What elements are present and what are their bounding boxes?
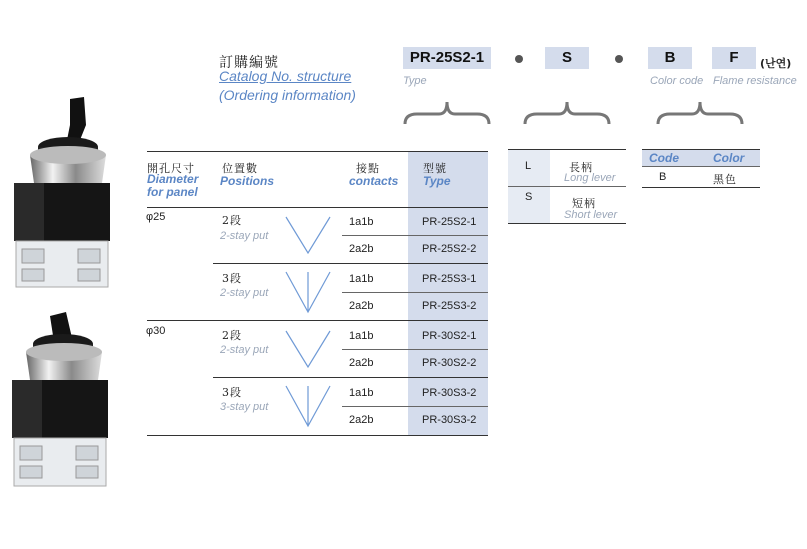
position-zh: 2段 (222, 214, 242, 227)
type-cell: PR-30S2-2 (422, 357, 477, 369)
code-type: PR-25S2-1 (403, 47, 491, 69)
type-cell: PR-25S3-1 (422, 273, 477, 285)
header-contacts-en: contacts (349, 174, 399, 188)
header-positions-en: Positions (220, 174, 275, 188)
lever-zh: 長柄 (569, 161, 593, 174)
contacts-cell: 1a1b (349, 330, 374, 342)
position-zh: 3段 (222, 272, 242, 285)
separator-dot (615, 55, 623, 63)
v-arrow-icon (284, 329, 332, 371)
header-positions-zh: 位置數 (222, 162, 258, 175)
diameter-cell: φ25 (146, 211, 166, 223)
contacts-cell: 2a2b (349, 243, 374, 255)
lever-zh: 短柄 (572, 197, 596, 210)
position-en: 2-stay put (220, 344, 269, 356)
contacts-cell: 1a1b (349, 387, 374, 399)
contacts-cell: 2a2b (349, 357, 374, 369)
diameter-cell: φ30 (146, 325, 166, 337)
contacts-cell: 1a1b (349, 273, 374, 285)
flame-label: Flame resistance (713, 75, 797, 87)
header-diameter-en-1: Diameter (147, 172, 199, 186)
lever-en: Short lever (564, 209, 618, 221)
lever-en: Long lever (564, 172, 616, 184)
color-header-code: Code (649, 151, 679, 165)
header-type-en: Type (423, 174, 451, 188)
product-photo-long-lever (8, 95, 116, 290)
group-rule (147, 320, 488, 321)
color-header-color: Color (713, 151, 745, 165)
title-en-1: Catalog No. structure (219, 68, 352, 84)
row-rule (342, 292, 488, 293)
title-en-2: (Ordering information) (219, 87, 356, 103)
table-header-rule (147, 207, 488, 208)
color-code-cell: B (659, 171, 667, 183)
table-bottom-rule (147, 435, 488, 436)
type-cell: PR-25S2-2 (422, 243, 477, 255)
color-name-cell: 黑色 (713, 173, 737, 186)
header-contacts-zh: 接點 (356, 162, 380, 175)
header-type-zh: 型號 (423, 162, 447, 175)
header-diameter-en-2: for panel (147, 185, 198, 199)
position-en: 2-stay put (220, 287, 269, 299)
type-cell: PR-30S2-1 (422, 330, 477, 342)
lever-row-rule (508, 186, 626, 187)
code-flame: F (712, 47, 756, 69)
group-rule (213, 263, 488, 264)
flame-note: (난연) (760, 57, 792, 70)
brace-icon (403, 98, 491, 128)
v-arrow-icon (284, 270, 332, 316)
type-cell: PR-25S2-1 (422, 216, 477, 228)
separator-dot (515, 55, 523, 63)
product-photo-short-lever (8, 310, 116, 490)
brace-icon (656, 98, 744, 128)
contacts-cell: 1a1b (349, 216, 374, 228)
type-cell: PR-25S3-2 (422, 300, 477, 312)
v-arrow-icon (284, 384, 332, 430)
row-rule (342, 349, 488, 350)
lever-code-cell: L (525, 160, 532, 172)
lever-table-bottom-rule (508, 223, 626, 224)
lever-code-cell: S (525, 191, 533, 203)
contacts-cell: 2a2b (349, 414, 374, 426)
group-rule (213, 377, 488, 378)
position-en: 3-stay put (220, 401, 269, 413)
position-zh: 2段 (222, 329, 242, 342)
code-color: B (648, 47, 692, 69)
contacts-cell: 2a2b (349, 300, 374, 312)
type-cell: PR-30S3-2 (422, 387, 477, 399)
v-arrow-icon (284, 215, 332, 257)
title-zh: 訂購編號 (219, 55, 279, 71)
brace-icon (523, 98, 611, 128)
header-diameter-zh: 開孔尺寸 (147, 162, 195, 175)
type-cell: PR-30S3-2 (422, 414, 477, 426)
position-en: 2-stay put (220, 230, 269, 242)
color-table-bottom-rule (642, 187, 760, 188)
type-label: Type (403, 75, 427, 87)
row-rule (342, 235, 488, 236)
color-header-rule (642, 166, 760, 167)
position-zh: 3段 (222, 386, 242, 399)
color-code-label: Color code (650, 75, 704, 87)
code-lever: S (545, 47, 589, 69)
row-rule (342, 406, 488, 407)
table-top-rule (147, 151, 488, 152)
